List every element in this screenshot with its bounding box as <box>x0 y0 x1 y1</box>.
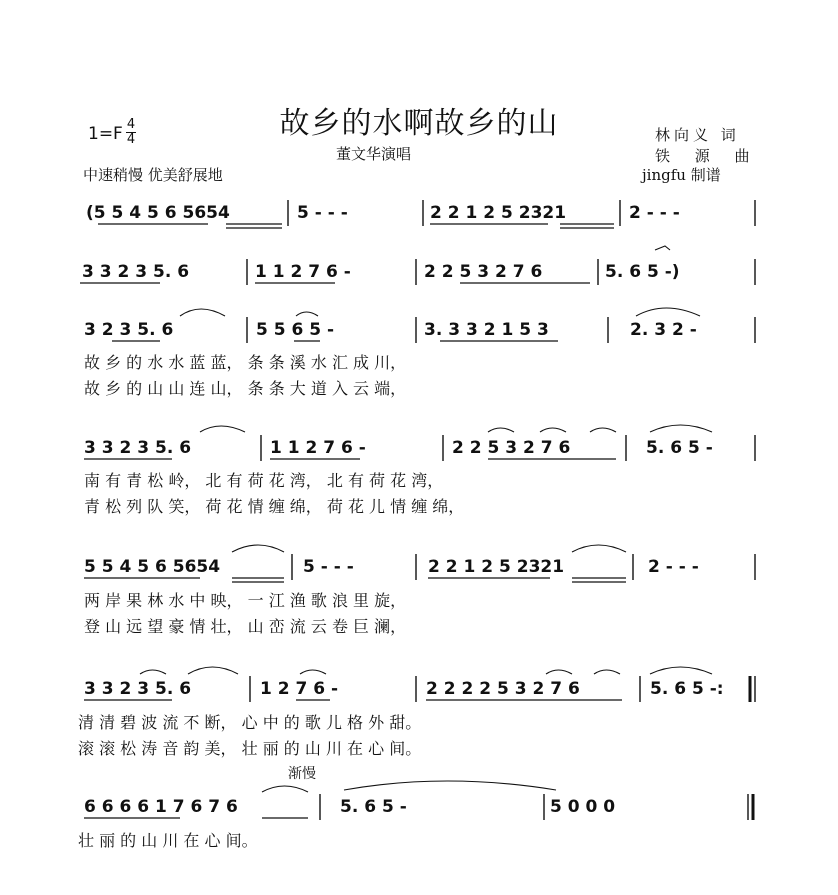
lyric-line: 故 乡 的 水 水 蓝 蓝， 条 条 溪 水 汇 成 川， <box>84 353 407 372</box>
song-title: 故乡的水啊故乡的山 <box>279 106 559 141</box>
measure-text: 3 3 2 3 5. 6 <box>84 438 192 458</box>
lyric-line: 南 有 青 松 岭， 北 有 荷 花 湾， 北 有 荷 花 湾， <box>84 471 444 490</box>
measure-text: 1 1 2 7 6 - <box>255 262 351 282</box>
measure-text: 2 - - - <box>648 557 699 577</box>
measure-text: 5. 6 5 -: <box>650 679 724 699</box>
measure-text: 2. 3 2 - <box>630 320 697 340</box>
measure-text: 5. 6 5 -) <box>605 262 680 282</box>
lyric-line: 青 松 列 队 笑， 荷 花 情 缠 绵， 荷 花 儿 情 缠 绵， <box>84 497 465 516</box>
measure-text: 3 3 2 3 5. 6 <box>82 262 190 282</box>
lyric-line: 登 山 远 望 豪 情 壮， 山 峦 流 云 卷 巨 澜， <box>84 617 407 636</box>
tempo-marking: 中速稍慢 优美舒展地 <box>83 166 223 184</box>
measure-text: 5 5 4 5 6 5654 <box>84 557 221 577</box>
score-row-6 <box>78 667 755 758</box>
measure-text: 1 2 7 6 - <box>260 679 339 699</box>
measure-text: 3. 3 3 2 1 5 3 <box>424 320 549 340</box>
measure-text: 3 2 3 5. 6 <box>84 320 174 340</box>
composer-credit: 铁 源 曲 <box>655 147 760 165</box>
score-row-5 <box>84 545 755 636</box>
measure-text: 5 5 6 5 - <box>256 320 335 340</box>
score-row-2 <box>80 246 755 285</box>
measure-text: 2 - - - <box>629 203 680 223</box>
score-row-3 <box>84 308 755 398</box>
lyric-line: 壮 丽 的 山 川 在 心 间。 <box>78 831 258 850</box>
measure-text: 1 1 2 7 6 - <box>270 438 366 458</box>
time-signature-bottom: 4 <box>126 132 136 147</box>
ritardando-marking: 渐慢 <box>288 766 316 782</box>
score-row-4 <box>84 425 755 516</box>
score-row-7 <box>78 781 753 850</box>
lyric-line: 滚 滚 松 涛 音 韵 美， 壮 丽 的 山 川 在 心 间。 <box>78 739 422 758</box>
time-signature-top: 4 <box>126 117 136 132</box>
measure-text: 2 2 5 3 2 7 6 <box>424 262 543 282</box>
lyric-line: 两 岸 果 林 水 中 映， 一 江 渔 歌 浪 里 旋， <box>84 591 407 610</box>
key-signature: 1=F <box>88 124 123 144</box>
lyric-line: 清 清 碧 波 流 不 断， 心 中 的 歌 儿 格 外 甜。 <box>78 713 422 732</box>
measure-text: 5 0 0 0 <box>550 797 616 817</box>
measure-text: 3 3 2 3 5. 6 <box>84 679 192 699</box>
measure-text: 2 2 2 2 5 3 2 7 6 <box>426 679 580 699</box>
measure-text: 5. 6 5 - <box>646 438 713 458</box>
lyric-line: 故 乡 的 山 山 连 山， 条 条 大 道 入 云 端， <box>84 379 407 398</box>
lyricist-credit: 林向义 词 <box>655 126 740 144</box>
measure-text: 2 2 1 2 5 2321 <box>430 203 567 223</box>
measure-text: 2 2 5 3 2 7 6 <box>452 438 571 458</box>
singer-credit: 董文华演唱 <box>336 145 412 163</box>
measure-text: 5 - - - <box>303 557 354 577</box>
measure-text: 5 - - - <box>297 203 348 223</box>
measure-text: 5. 6 5 - <box>340 797 407 817</box>
score-maker-credit: jingfu 制谱 <box>642 166 721 184</box>
measure-text: 6 6 6 6 1 7 6 7 6 <box>84 797 238 817</box>
score-row-1 <box>86 200 755 228</box>
measure-text: 2 2 1 2 5 2321 <box>428 557 565 577</box>
measure-text: (5 5 4 5 6 5654 <box>86 203 230 223</box>
